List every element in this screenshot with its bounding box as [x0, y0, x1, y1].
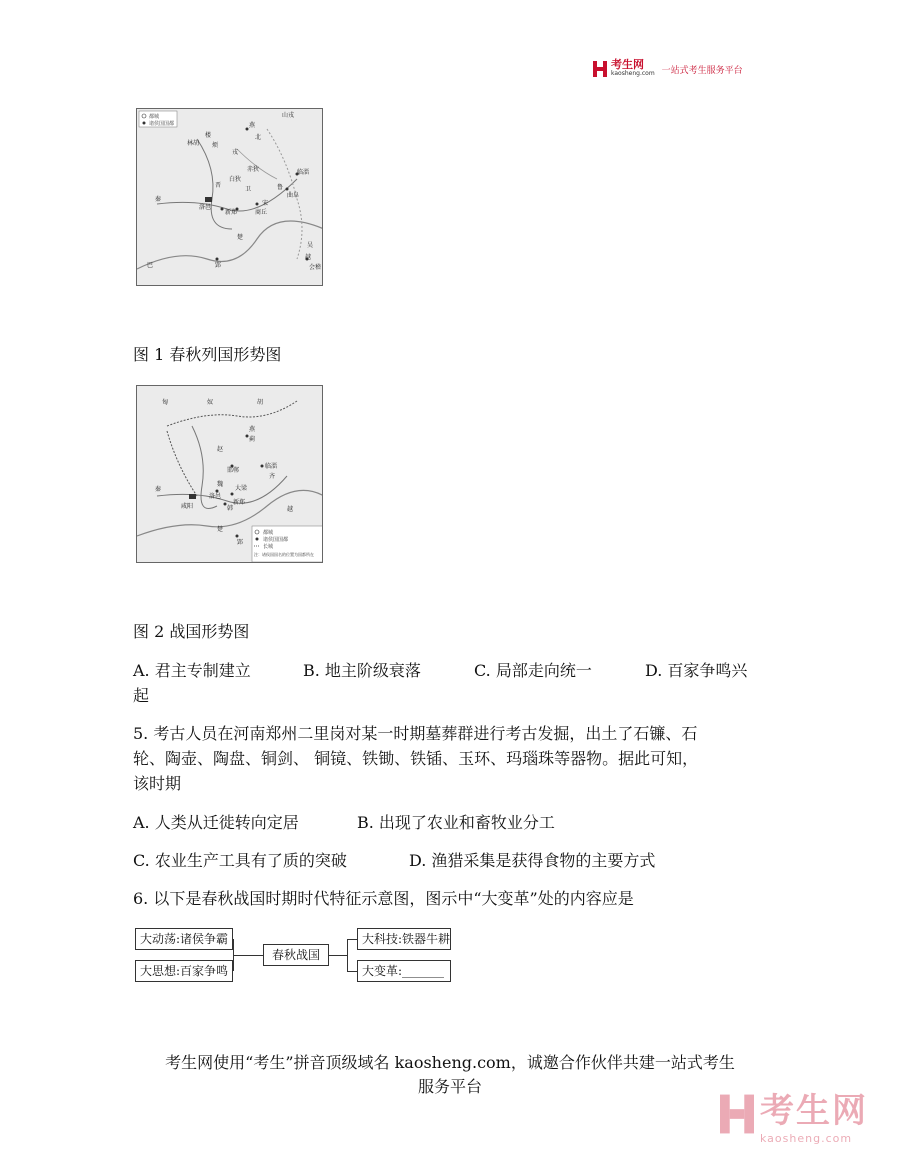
footer-line2: 服务平台 [417, 1077, 482, 1096]
map1-label-21: 巴 [147, 262, 154, 269]
map2-label-16: 楚 [217, 526, 224, 533]
q4-option-a: A. 君主专制建立 [133, 661, 251, 680]
map2-label-2: 胡 [257, 399, 264, 406]
footer-line1: 考生网使用“考生”拼音顶级域名 kaosheng.com，诚邀合作伙伴共建一站式考生 [165, 1053, 735, 1072]
map1-label-18: 吴 [307, 242, 314, 249]
map1-label-5: 北 [255, 134, 262, 141]
brand-logo [593, 60, 743, 78]
map2-label-9: 秦 [155, 486, 162, 493]
diagram-box-left-bottom: 大思想:百家争鸣 [135, 960, 233, 982]
map2-label-7: 临淄 [265, 463, 278, 470]
map1-label-22: 郢 [215, 262, 222, 269]
map1-label-9: 临淄 [297, 169, 310, 176]
map1-label-19: 越 [305, 254, 312, 261]
map2-label-0: 匈 [162, 399, 169, 406]
map1-label-8: 赤狄 [247, 166, 260, 173]
map2-label-15: 新郑 [233, 499, 246, 506]
brand-domain: kaosheng.com [611, 70, 655, 77]
q5-option-a: A. 人类从迁徙转向定居 [133, 813, 299, 832]
kaosheng-watermark [720, 1083, 868, 1145]
q5-option-d: D. 渔猎采集是获得食物的主要方式 [409, 851, 656, 870]
diagram-box-right-bottom: 大变革:_______ [357, 960, 451, 982]
map1-label-24: 卫 [245, 186, 252, 193]
figure2-caption: 图 2 战国形势图 [133, 622, 250, 641]
map2-label-4: 蓟 [249, 436, 256, 443]
map2-label-3: 燕 [249, 426, 256, 433]
q6-stem: 6. 以下是春秋战国时期时代特征示意图，图示中“大变革”处的内容应是 [133, 889, 634, 908]
map1-label-15: 洛邑 [199, 204, 212, 211]
era-feature-diagram [135, 926, 455, 986]
map2-label-10: 咸阳 [181, 503, 194, 510]
map2-label-17: 郢 [237, 539, 244, 546]
map1-label-13: 新郑 [225, 209, 238, 216]
q4-option-b: B. 地主阶级衰落 [303, 661, 421, 680]
spring-autumn-map [136, 108, 323, 286]
map2-legend-2: 长城 [263, 544, 274, 550]
map2-label-13: 洛邑 [209, 493, 222, 500]
map1-label-0: 山戎 [282, 112, 295, 119]
q5-stem-line2: 轮、陶壶、陶盘、铜剑、 铜镜、铁锄、铁锸、玉环、玛瑙珠等器物。据此可知， [133, 749, 699, 768]
q5-option-b: B. 出现了农业和畜牧业分工 [357, 813, 555, 832]
q4-option-d: D. 百家争鸣兴 [645, 661, 748, 680]
diagram-box-left-top: 大动荡:诸侯争霸 [135, 928, 233, 950]
kaosheng-watermark-icon [720, 1094, 754, 1134]
map2-label-8: 齐 [269, 473, 276, 480]
map1-label-16: 宋 [262, 200, 269, 207]
kaosheng-logo-icon [593, 61, 607, 77]
q4-option-d-continuation: 起 [133, 686, 150, 705]
map1-legend-0: 都城 [149, 114, 160, 120]
figure1-caption: 图 1 春秋列国形势图 [133, 345, 282, 364]
map1-label-4: 烦 [212, 142, 219, 149]
map1-legend-1: 诸侯国国都 [149, 121, 175, 127]
map1-label-11: 曲阜 [287, 192, 300, 199]
map1-label-14: 商丘 [255, 209, 268, 216]
map2-label-5: 赵 [217, 446, 224, 453]
map2-legend-3: 注：诸侯国国名的位置为国都所在 [254, 552, 314, 557]
map2-label-11: 魏 [217, 481, 224, 488]
map2-label-18: 越 [287, 506, 294, 513]
watermark-domain: kaosheng.com [760, 1132, 853, 1145]
map1-label-17: 楚 [237, 234, 244, 241]
diagram-box-right-top: 大科技:铁器牛耕 [357, 928, 451, 950]
map2-label-6: 邯郸 [227, 467, 240, 474]
brand-slogan: 一站式考生服务平台 [661, 65, 743, 76]
q5-stem-line1: 5. 考古人员在河南郑州二里岗对某一时期墓葬群进行考古发掘，出土了石镰、石 [133, 724, 698, 743]
map2-label-14: 韩 [227, 505, 234, 512]
spring-autumn-map-graphic [137, 109, 323, 286]
map2-label-1: 奴 [207, 399, 214, 406]
diagram-box-center: 春秋战国 [263, 944, 329, 966]
map2-legend-0: 都城 [263, 530, 274, 536]
map1-label-23: 鲁 [277, 184, 284, 191]
map1-label-10: 秦 [155, 196, 162, 203]
map2-label-12: 大梁 [235, 485, 248, 492]
q4-option-c: C. 局部走向统一 [474, 661, 592, 680]
map1-label-12: 晋 [215, 182, 222, 189]
map1-label-6: 戎 [232, 149, 239, 156]
q5-stem-line3: 该时期 [133, 774, 182, 793]
map1-label-1: 楼 [205, 132, 212, 139]
map2-legend-1: 诸侯国国都 [263, 537, 289, 543]
map1-label-20: 会稽 [309, 264, 322, 271]
watermark-name: 考生网 [760, 1091, 868, 1131]
map1-label-7: 白狄 [229, 176, 242, 183]
warring-states-map-graphic [137, 386, 323, 563]
q5-option-c: C. 农业生产工具有了质的突破 [133, 851, 347, 870]
map1-label-3: 燕 [249, 122, 256, 129]
warring-states-map [136, 385, 323, 563]
brand-name: 考生网 [611, 58, 644, 71]
map1-label-2: 林胡 [187, 140, 200, 147]
